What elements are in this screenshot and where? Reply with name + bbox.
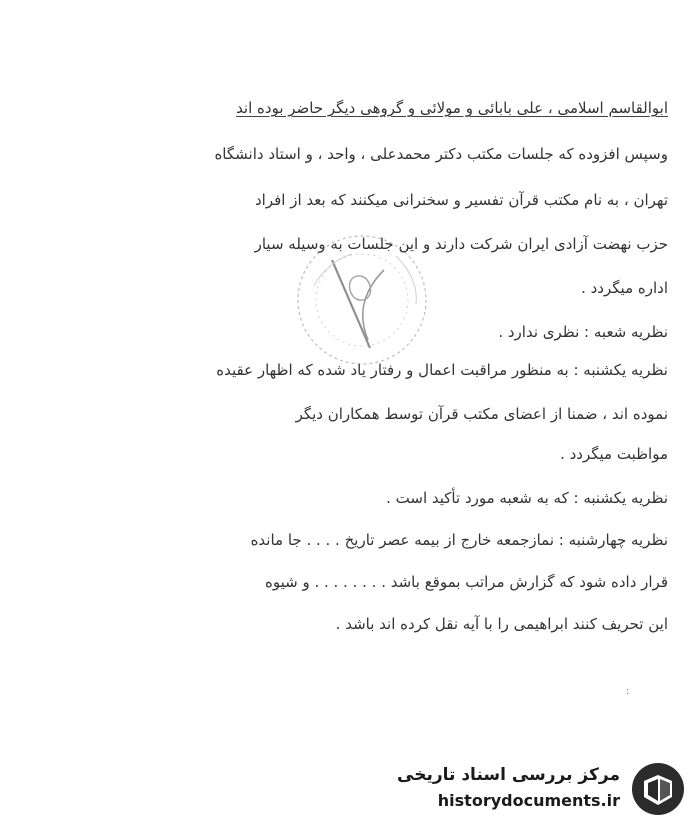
watermark-url: historydocuments.ir <box>437 791 620 810</box>
watermark-title: مرکز بررسی اسناد تاریخی <box>397 765 620 785</box>
document-line: نظریه چهارشنبه : نمازجمعه خارج از بیمه عصر تاریخ . . . . جا مانده <box>250 531 668 549</box>
document-line: این تحریف کنند ابراهیمی را با آیه نقل کرده اند باشد . <box>335 615 668 633</box>
round-stamp <box>292 230 432 370</box>
margin-mark: : <box>626 686 630 697</box>
document-line: نظریه یکشنبه : به منظور مراقبت اعمال و رفتار یاد شده که اظهار عقیده <box>216 361 668 379</box>
document-line: وسپس افزوده که جلسات مکتب دکتر محمدعلی ، واحد ، و استاد دانشگاه <box>214 145 668 163</box>
document-line: مواظبت میگردد . <box>560 445 668 463</box>
watermark <box>396 761 686 817</box>
document-line: نظریه یکشنبه : که به شعبه مورد تأکید است . <box>386 489 668 507</box>
document-line: نظریه شعبه : نظری ندارد . <box>498 323 668 341</box>
book-shield-icon <box>630 761 686 817</box>
document-line: قرار داده شود که گزارش مراتب بموقع باشد . . . . . . . . و شیوه <box>264 573 668 591</box>
document-line: تهران ، به نام مکتب قرآن تفسیر و سخنرانی میکنند که بعد از افراد <box>254 191 668 209</box>
document-line: ابوالقاسم اسلامی ، علی بابائی و مولائی و گروهی دیگر حاضر بوده اند <box>236 99 668 117</box>
document-line: حزب نهضت آزادی ایران شرکت دارند و این جلسات به وسیله سیار <box>254 235 668 253</box>
document-line: اداره میگردد . <box>581 279 668 297</box>
document-line: نموده اند ، ضمنا از اعضای مکتب قرآن توسط همکاران دیگر <box>295 405 668 423</box>
